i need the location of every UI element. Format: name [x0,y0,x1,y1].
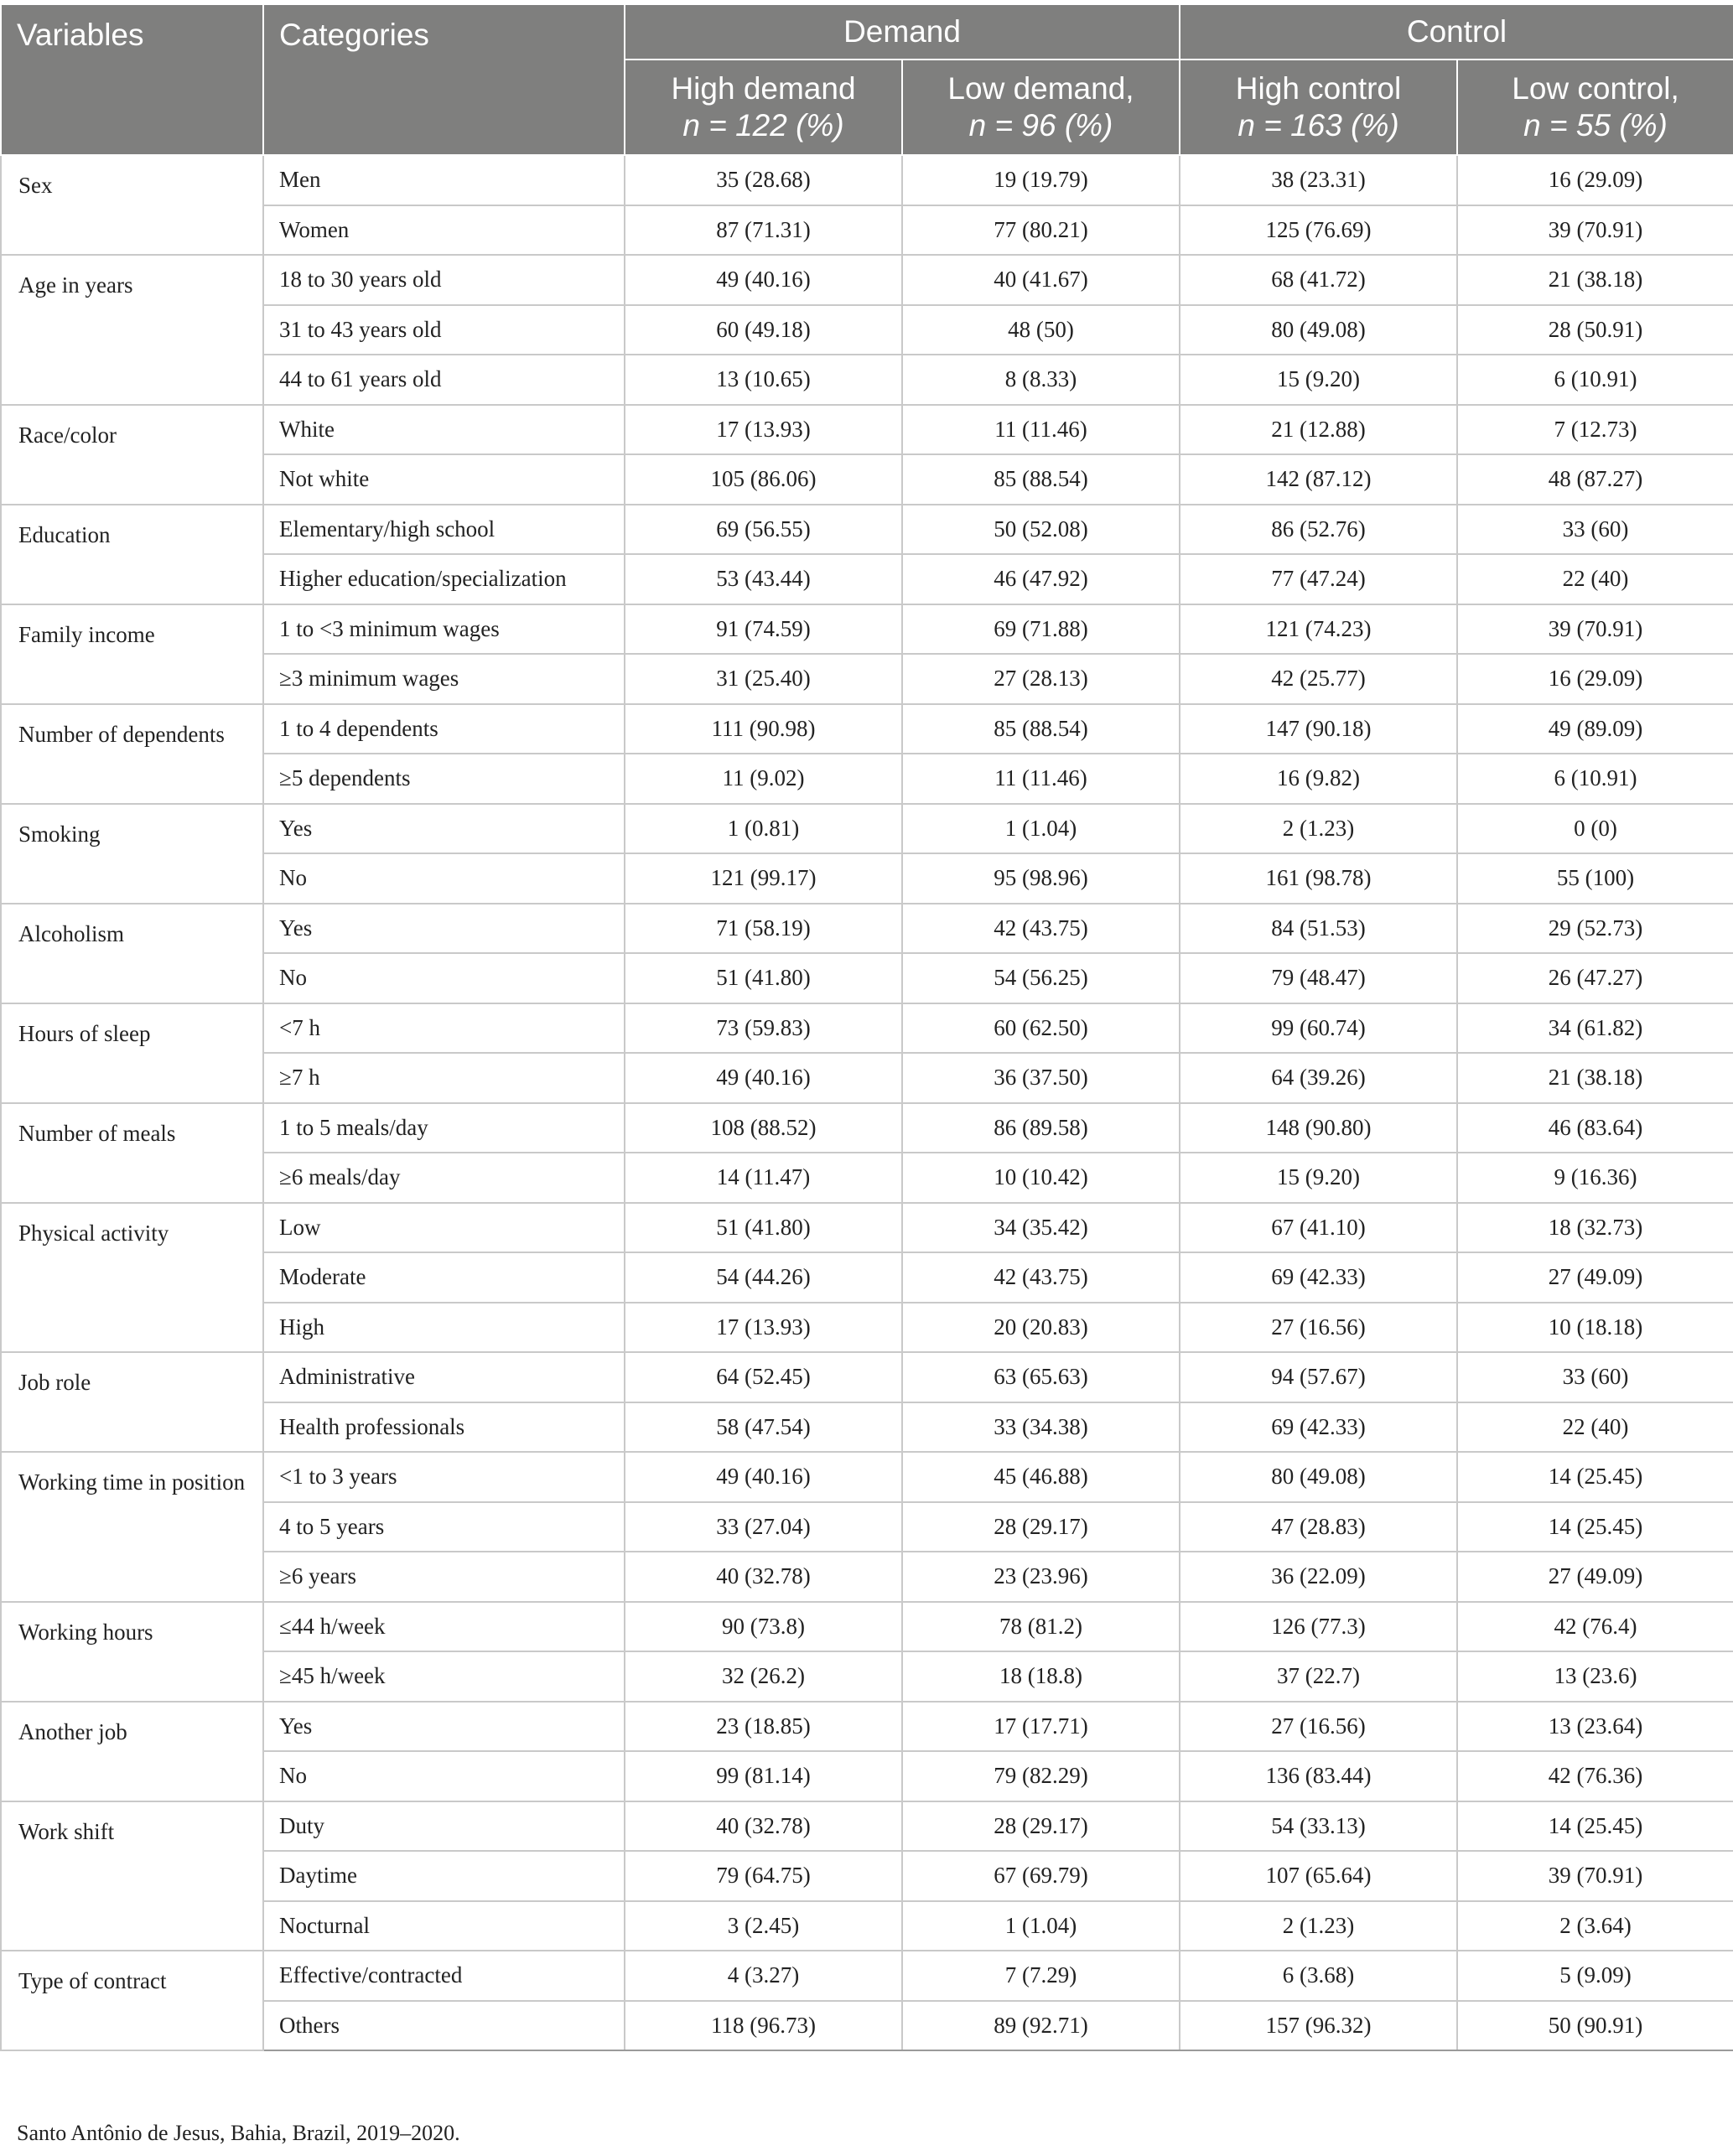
value-cell: 28 (50.91) [1457,305,1733,355]
value-cell: 13 (23.64) [1457,1702,1733,1752]
value-cell: 64 (52.45) [625,1352,902,1402]
category-cell: Women [263,205,625,256]
category-cell: Not white [263,454,625,505]
value-cell: 21 (38.18) [1457,1053,1733,1103]
value-cell: 68 (41.72) [1180,255,1457,305]
value-cell: 55 (100) [1457,853,1733,904]
value-cell: 42 (76.4) [1457,1602,1733,1652]
value-cell: 79 (64.75) [625,1851,902,1901]
value-cell: 33 (34.38) [902,1402,1180,1453]
category-cell: Elementary/high school [263,505,625,555]
value-cell: 6 (3.68) [1180,1951,1457,2001]
value-cell: 49 (40.16) [625,255,902,305]
category-cell: White [263,405,625,455]
value-cell: 49 (40.16) [625,1053,902,1103]
value-cell: 39 (70.91) [1457,1851,1733,1901]
value-cell: 35 (28.68) [625,155,902,205]
value-cell: 1 (1.04) [902,1901,1180,1951]
header-high-control [1180,60,1457,155]
value-cell: 148 (90.80) [1180,1103,1457,1153]
header-demand: Demand [625,4,1180,60]
value-cell: 87 (71.31) [625,205,902,256]
variable-cell: Sex [1,155,263,255]
value-cell: 48 (87.27) [1457,454,1733,505]
variable-cell: Smoking [1,804,263,904]
value-cell: 91 (74.59) [625,604,902,655]
category-cell: Effective/contracted [263,1951,625,2001]
value-cell: 33 (60) [1457,1352,1733,1402]
value-cell: 89 (92.71) [902,2001,1180,2051]
value-cell: 40 (41.67) [902,255,1180,305]
value-cell: 22 (40) [1457,1402,1733,1453]
value-cell: 14 (25.45) [1457,1801,1733,1852]
value-cell: 32 (26.2) [625,1651,902,1702]
value-cell: 7 (12.73) [1457,405,1733,455]
value-cell: 69 (56.55) [625,505,902,555]
value-cell: 49 (40.16) [625,1452,902,1502]
value-cell: 27 (49.09) [1457,1552,1733,1602]
value-cell: 19 (19.79) [902,155,1180,205]
value-cell: 29 (52.73) [1457,904,1733,954]
value-cell: 125 (76.69) [1180,205,1457,256]
table-row [1,1702,1733,1752]
header-control: Control [1180,4,1733,60]
category-cell: Yes [263,804,625,854]
variable-cell: Alcoholism [1,904,263,1003]
value-cell: 105 (86.06) [625,454,902,505]
value-cell: 86 (52.76) [1180,505,1457,555]
category-cell: Higher education/specialization [263,554,625,604]
category-cell: Yes [263,904,625,954]
value-cell: 42 (76.36) [1457,1751,1733,1801]
category-cell: Daytime [263,1851,625,1901]
value-cell: 60 (49.18) [625,305,902,355]
value-cell: 23 (18.85) [625,1702,902,1752]
value-cell: 39 (70.91) [1457,604,1733,655]
value-cell: 6 (10.91) [1457,355,1733,405]
value-cell: 147 (90.18) [1180,704,1457,754]
category-cell: Yes [263,1702,625,1752]
table-row [1,1203,1733,1253]
value-cell: 20 (20.83) [902,1303,1180,1353]
table-row [1,904,1733,954]
value-cell: 37 (22.7) [1180,1651,1457,1702]
variable-cell: Physical activity [1,1203,263,1353]
category-cell: Duty [263,1801,625,1852]
value-cell: 60 (62.50) [902,1003,1180,1054]
value-cell: 31 (25.40) [625,654,902,704]
category-cell: No [263,1751,625,1801]
value-cell: 85 (88.54) [902,704,1180,754]
value-cell: 39 (70.91) [1457,205,1733,256]
value-cell: 40 (32.78) [625,1552,902,1602]
value-cell: 58 (47.54) [625,1402,902,1453]
value-cell: 14 (25.45) [1457,1452,1733,1502]
value-cell: 69 (42.33) [1180,1402,1457,1453]
category-cell: 1 to 4 dependents [263,704,625,754]
value-cell: 17 (17.71) [902,1702,1180,1752]
category-cell: 1 to 5 meals/day [263,1103,625,1153]
header-n: n = 96 (%) [968,108,1113,143]
value-cell: 111 (90.98) [625,704,902,754]
variable-cell: Type of contract [1,1951,263,2050]
value-cell: 50 (90.91) [1457,2001,1733,2051]
value-cell: 80 (49.08) [1180,1452,1457,1502]
value-cell: 94 (57.67) [1180,1352,1457,1402]
category-cell: Nocturnal [263,1901,625,1951]
header-n: n = 122 (%) [682,108,844,143]
value-cell: 16 (29.09) [1457,654,1733,704]
table-row [1,505,1733,555]
category-cell: Administrative [263,1352,625,1402]
header-label: High demand [671,71,856,106]
value-cell: 21 (12.88) [1180,405,1457,455]
value-cell: 95 (98.96) [902,853,1180,904]
value-cell: 18 (18.8) [902,1651,1180,1702]
value-cell: 23 (23.96) [902,1552,1180,1602]
value-cell: 9 (16.36) [1457,1153,1733,1203]
value-cell: 51 (41.80) [625,953,902,1003]
value-cell: 13 (23.6) [1457,1651,1733,1702]
variable-cell: Education [1,505,263,604]
value-cell: 11 (11.46) [902,754,1180,804]
value-cell: 121 (74.23) [1180,604,1457,655]
value-cell: 42 (43.75) [902,1252,1180,1303]
header-categories: Categories [263,4,625,155]
category-cell: ≥6 meals/day [263,1153,625,1203]
variable-cell: Number of dependents [1,704,263,804]
value-cell: 7 (7.29) [902,1951,1180,2001]
value-cell: 47 (28.83) [1180,1502,1457,1552]
value-cell: 38 (23.31) [1180,155,1457,205]
table-row [1,155,1733,205]
header-high-demand [625,60,902,155]
variable-cell: Number of meals [1,1103,263,1203]
value-cell: 73 (59.83) [625,1003,902,1054]
table-row [1,405,1733,455]
value-cell: 0 (0) [1457,804,1733,854]
table-row [1,1352,1733,1402]
value-cell: 15 (9.20) [1180,355,1457,405]
value-cell: 34 (61.82) [1457,1003,1733,1054]
value-cell: 161 (98.78) [1180,853,1457,904]
table-row [1,1951,1733,2001]
variable-cell: Family income [1,604,263,704]
value-cell: 54 (56.25) [902,953,1180,1003]
header-low-control [1457,60,1733,155]
value-cell: 126 (77.3) [1180,1602,1457,1652]
header-label: Low demand, [947,71,1134,106]
value-cell: 28 (29.17) [902,1801,1180,1852]
value-cell: 107 (65.64) [1180,1851,1457,1901]
value-cell: 15 (9.20) [1180,1153,1457,1203]
value-cell: 69 (71.88) [902,604,1180,655]
value-cell: 14 (25.45) [1457,1502,1733,1552]
value-cell: 17 (13.93) [625,405,902,455]
category-cell: 31 to 43 years old [263,305,625,355]
value-cell: 2 (3.64) [1457,1901,1733,1951]
value-cell: 136 (83.44) [1180,1751,1457,1801]
value-cell: 8 (8.33) [902,355,1180,405]
header-low-demand [902,60,1180,155]
value-cell: 69 (42.33) [1180,1252,1457,1303]
value-cell: 33 (27.04) [625,1502,902,1552]
value-cell: 11 (9.02) [625,754,902,804]
value-cell: 108 (88.52) [625,1103,902,1153]
value-cell: 10 (10.42) [902,1153,1180,1203]
table-row [1,1602,1733,1652]
value-cell: 18 (32.73) [1457,1203,1733,1253]
table-row [1,1801,1733,1852]
value-cell: 64 (39.26) [1180,1053,1457,1103]
category-cell: High [263,1303,625,1353]
value-cell: 99 (81.14) [625,1751,902,1801]
value-cell: 45 (46.88) [902,1452,1180,1502]
value-cell: 121 (99.17) [625,853,902,904]
variable-cell: Age in years [1,255,263,405]
value-cell: 46 (47.92) [902,554,1180,604]
value-cell: 50 (52.08) [902,505,1180,555]
value-cell: 84 (51.53) [1180,904,1457,954]
header-n: n = 163 (%) [1237,108,1399,143]
variable-cell: Job role [1,1352,263,1452]
value-cell: 157 (96.32) [1180,2001,1457,2051]
category-cell: 1 to <3 minimum wages [263,604,625,655]
variable-cell: Working time in position [1,1452,263,1602]
value-cell: 51 (41.80) [625,1203,902,1253]
value-cell: 80 (49.08) [1180,305,1457,355]
value-cell: 11 (11.46) [902,405,1180,455]
value-cell: 86 (89.58) [902,1103,1180,1153]
table-row [1,1452,1733,1502]
category-cell: ≥45 h/week [263,1651,625,1702]
category-cell: 44 to 61 years old [263,355,625,405]
table-row [1,604,1733,655]
category-cell: ≤44 h/week [263,1602,625,1652]
value-cell: 118 (96.73) [625,2001,902,2051]
variable-cell: Another job [1,1702,263,1801]
value-cell: 77 (47.24) [1180,554,1457,604]
table-header [1,4,1733,155]
table-row [1,704,1733,754]
value-cell: 67 (69.79) [902,1851,1180,1901]
value-cell: 1 (0.81) [625,804,902,854]
value-cell: 21 (38.18) [1457,255,1733,305]
category-cell: <1 to 3 years [263,1452,625,1502]
category-cell: ≥6 years [263,1552,625,1602]
table-row [1,1103,1733,1153]
value-cell: 63 (65.63) [902,1352,1180,1402]
variable-cell: Race/color [1,405,263,505]
value-cell: 22 (40) [1457,554,1733,604]
value-cell: 17 (13.93) [625,1303,902,1353]
value-cell: 1 (1.04) [902,804,1180,854]
value-cell: 36 (22.09) [1180,1552,1457,1602]
value-cell: 42 (43.75) [902,904,1180,954]
value-cell: 48 (50) [902,305,1180,355]
value-cell: 79 (48.47) [1180,953,1457,1003]
category-cell: ≥5 dependents [263,754,625,804]
value-cell: 54 (44.26) [625,1252,902,1303]
value-cell: 67 (41.10) [1180,1203,1457,1253]
value-cell: 6 (10.91) [1457,754,1733,804]
category-cell: Health professionals [263,1402,625,1453]
data-table [0,3,1733,2051]
category-cell: <7 h [263,1003,625,1054]
variable-cell: Hours of sleep [1,1003,263,1103]
value-cell: 99 (60.74) [1180,1003,1457,1054]
header-n: n = 55 (%) [1523,108,1668,143]
value-cell: 78 (81.2) [902,1602,1180,1652]
value-cell: 27 (49.09) [1457,1252,1733,1303]
value-cell: 16 (29.09) [1457,155,1733,205]
value-cell: 10 (18.18) [1457,1303,1733,1353]
category-cell: ≥7 h [263,1053,625,1103]
value-cell: 3 (2.45) [625,1901,902,1951]
value-cell: 77 (80.21) [902,205,1180,256]
variable-cell: Work shift [1,1801,263,1951]
value-cell: 71 (58.19) [625,904,902,954]
value-cell: 90 (73.8) [625,1602,902,1652]
value-cell: 4 (3.27) [625,1951,902,2001]
header-label: High control [1235,71,1402,106]
value-cell: 28 (29.17) [902,1502,1180,1552]
value-cell: 54 (33.13) [1180,1801,1457,1852]
category-cell: No [263,953,625,1003]
value-cell: 79 (82.29) [902,1751,1180,1801]
value-cell: 2 (1.23) [1180,1901,1457,1951]
value-cell: 142 (87.12) [1180,454,1457,505]
value-cell: 26 (47.27) [1457,953,1733,1003]
value-cell: 14 (11.47) [625,1153,902,1203]
category-cell: ≥3 minimum wages [263,654,625,704]
category-cell: Others [263,2001,625,2051]
table-row [1,1003,1733,1054]
header-label: Low control, [1512,71,1679,106]
footnote: Santo Antônio de Jesus, Bahia, Brazil, 2019–2020. [17,2121,460,2145]
value-cell: 34 (35.42) [902,1203,1180,1253]
value-cell: 85 (88.54) [902,454,1180,505]
value-cell: 49 (89.09) [1457,704,1733,754]
table-row [1,255,1733,305]
value-cell: 36 (37.50) [902,1053,1180,1103]
value-cell: 16 (9.82) [1180,754,1457,804]
header-variables: Variables [1,4,263,155]
variable-cell: Working hours [1,1602,263,1702]
category-cell: No [263,853,625,904]
category-cell: Men [263,155,625,205]
value-cell: 2 (1.23) [1180,804,1457,854]
value-cell: 27 (16.56) [1180,1702,1457,1752]
value-cell: 27 (16.56) [1180,1303,1457,1353]
value-cell: 46 (83.64) [1457,1103,1733,1153]
value-cell: 5 (9.09) [1457,1951,1733,2001]
table-row [1,804,1733,854]
category-cell: Moderate [263,1252,625,1303]
category-cell: 4 to 5 years [263,1502,625,1552]
table-body [1,155,1733,2050]
value-cell: 33 (60) [1457,505,1733,555]
category-cell: 18 to 30 years old [263,255,625,305]
category-cell: Low [263,1203,625,1253]
value-cell: 27 (28.13) [902,654,1180,704]
value-cell: 13 (10.65) [625,355,902,405]
value-cell: 40 (32.78) [625,1801,902,1852]
value-cell: 42 (25.77) [1180,654,1457,704]
value-cell: 53 (43.44) [625,554,902,604]
